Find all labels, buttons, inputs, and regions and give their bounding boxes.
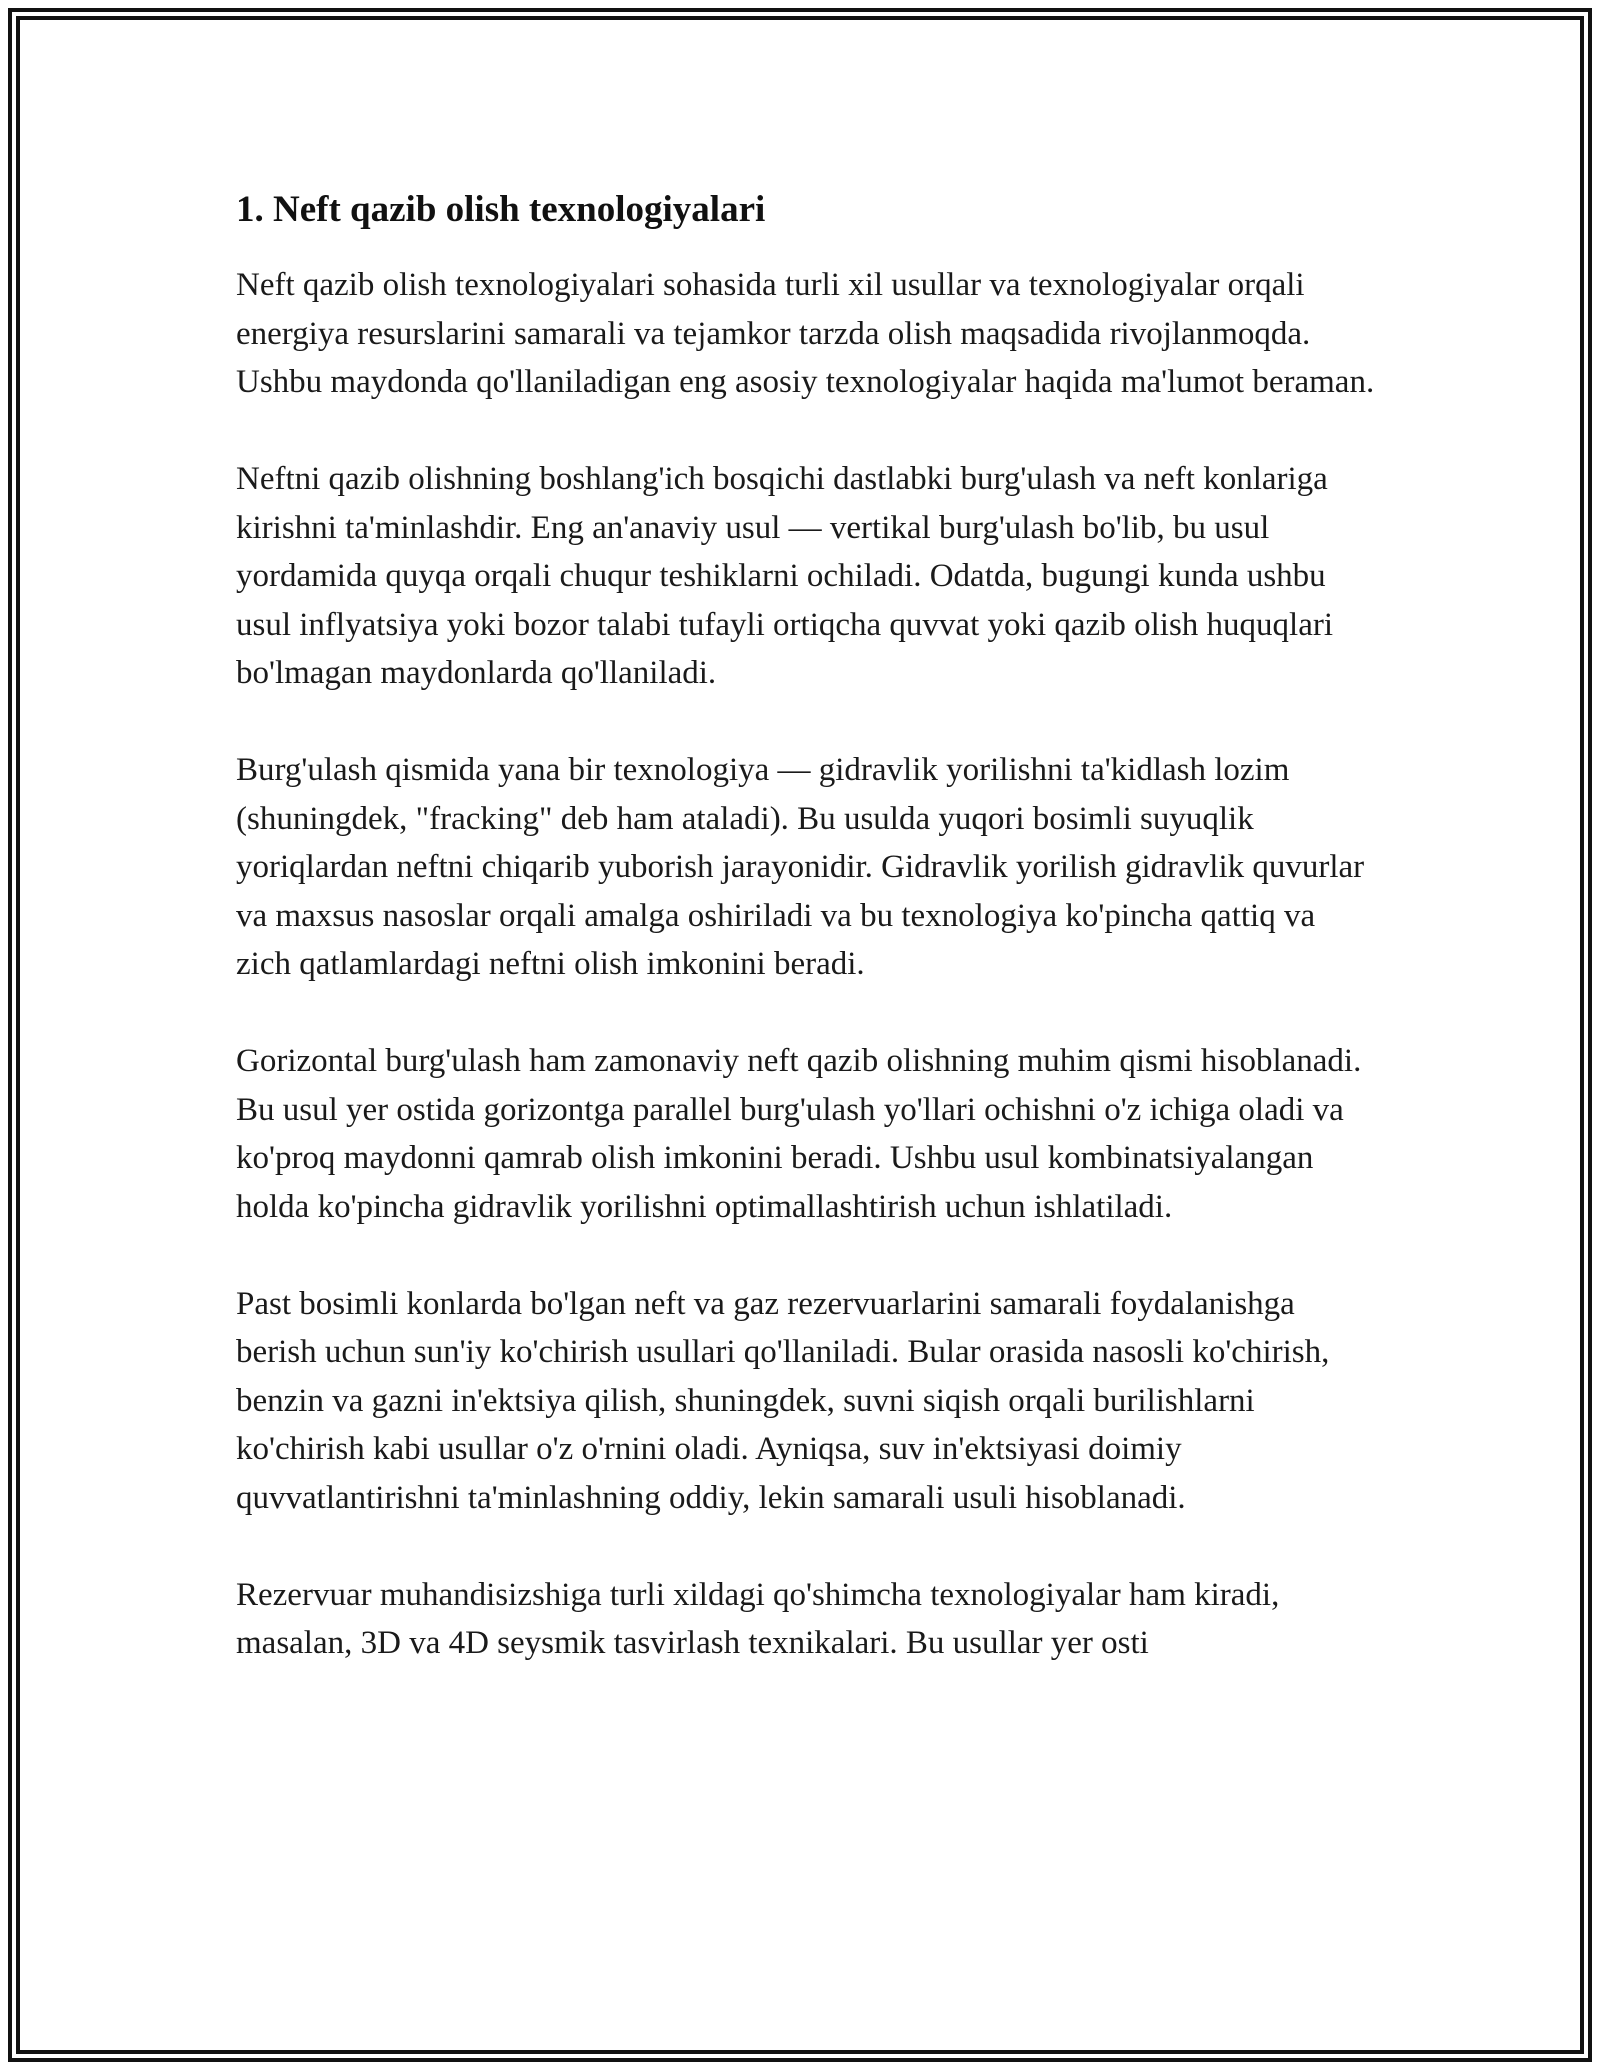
paragraph-horizontal-drilling: Gorizontal burg'ulash ham zamonaviy neft qazib olishning muhim qismi hisoblanadi. Bu usul yer ostida gorizontga parallel burg'ulash yo'llari ochishni o'z ichiga oladi va ko'proq maydonni qamrab olish imkonini beradi. Ushbu usul kombinatsiyalangan holda ko'pincha gidravlik yorilishni optimallashtirish uchun ishlatiladi. (236, 1043, 1362, 1225)
document-body (236, 186, 1376, 1716)
paragraph-artificial-lift: Past bosimli konlarda bo'lgan neft va gaz rezervuarlarini samarali foydalanishga berish uchun sun'iy ko'chirish usullari qo'llaniladi. Bular orasida nasosli ko'chirish, benzin va gazni in'ektsiya qilish, shuningdek, suvni siqish orqali burilishlarni ko'chirish kabi usullar o'z o'rnini oladi. Ayniqsa, suv in'ektsiyasi doimiy quvvatlantirishni ta'minlashning oddiy, lekin samarali usuli hisoblanadi. (236, 1285, 1330, 1516)
paragraph-vertical-drilling: Neftni qazib olishning boshlang'ich bosqichi dastlabki burg'ulash va neft konlariga kirishni ta'minlashdir. Eng an'anaviy usul — vertikal burg'ulash bo'lib, bu usul yordamida quyqa orqali chuqur teshiklarni ochiladi. Odatda, bugungi kunda ushbu usul inflyatsiya yoki bozor talabi tufayli ortiqcha quvvat yoki qazib olish huquqlari bo'lmagan maydonlarda qo'llaniladi. (236, 461, 1334, 691)
paragraph-reservoir-engineering: Rezervuar muhandisizshiga turli xildagi qo'shimcha texnologiyalar ham kiradi, masalan, 3D va 4D seysmik tasvirlash texnikalari. Bu usullar yer osti (236, 1576, 1280, 1661)
paragraph-hydraulic-fracturing: Burg'ulash qismida yana bir texnologiya — gidravlik yorilishni ta'kidlash lozim (shuningdek, "fracking" deb ham ataladi). Bu usulda yuqori bosimli suyuqlik yoriqlardan neftni chiqarib yuborish jarayonidir. Gidravlik yorilish gidravlik quvurlar va maxsus nasoslar orqali amalga oshiriladi va bu texnologiya ko'pincha qattiq va zich qatlamlardagi neftni olish imkonini beradi. (236, 752, 1365, 982)
paragraph-intro: Neft qazib olish texnologiyalari sohasida turli xil usullar va texnologiyalar orqali energiya resurslarini samarali va tejamkor tarzda olish maqsadida rivojlanmoqda. Ushbu maydonda qo'llaniladigan eng asosiy texnologiyalar haqida ma'lumot beraman. (236, 267, 1375, 400)
section-heading: 1. Neft qazib olish texnologiyalari (236, 189, 766, 230)
